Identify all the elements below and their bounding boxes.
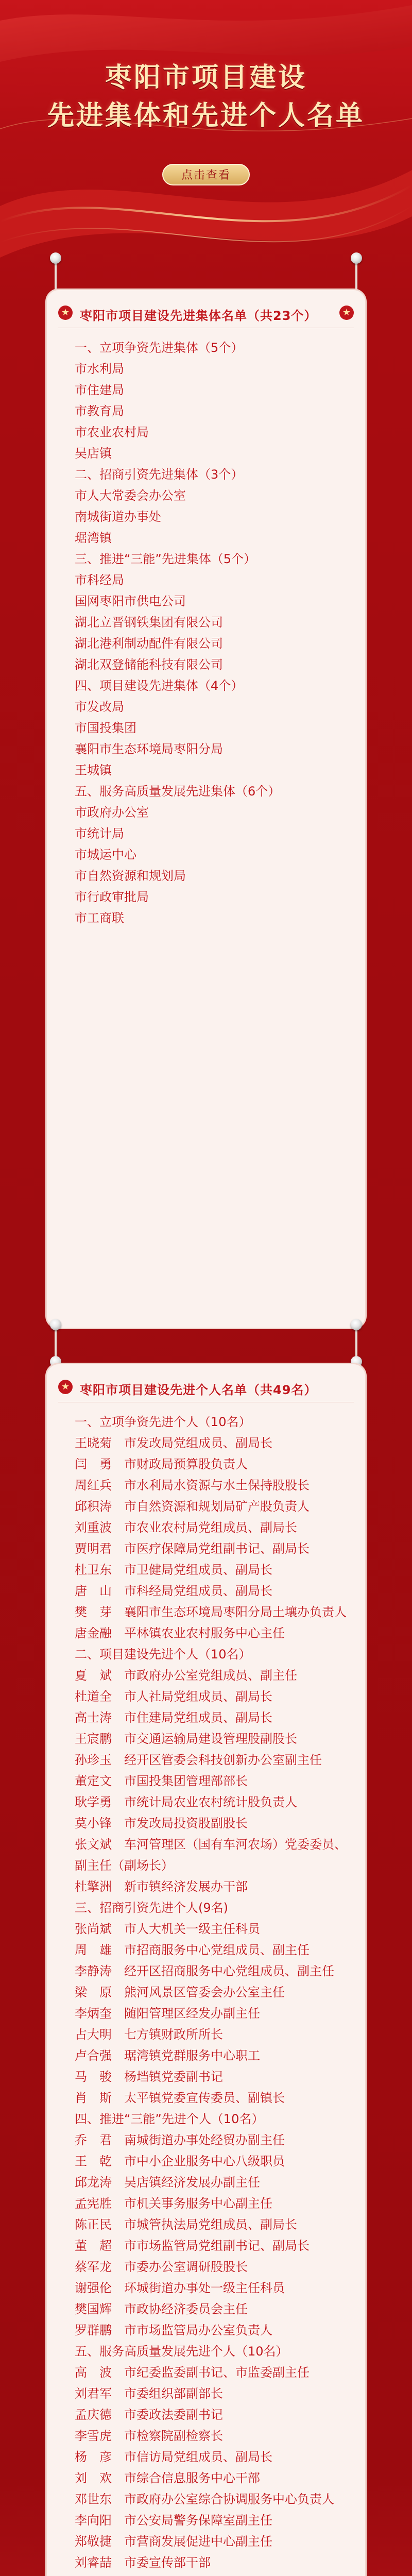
list-item: 杜道全 市人社局党组成员、副局长 — [75, 1689, 272, 1704]
list-item: 孟庆德 市委政法委副书记 — [75, 2408, 223, 2422]
list-item: 贾明君 市医疗保障局党组副书记、副局长 — [75, 1541, 310, 1556]
list-item: 市教育局 — [75, 404, 124, 418]
individual-list — [75, 1412, 353, 2573]
list-item: 邱龙涛 吴店镇经济发展办副主任 — [75, 2175, 260, 2190]
section-heading: 三、推进“三能”先进集体（5个） — [75, 552, 256, 566]
section-heading: 四、推进“三能”先进个人（10名） — [75, 2112, 264, 2126]
list-item: 孟宪胜 市机关事务服务中心副主任 — [75, 2196, 272, 2211]
list-item: 王晓菊 市发改局党组成员、副局长 — [75, 1436, 272, 1450]
card-title: 枣阳市项目建设先进个人名单（共49名） — [80, 1383, 317, 1397]
list-item: 肖 斯 太平镇党委宣传委员、副镇长 — [75, 2091, 285, 2105]
list-item: 刘重波 市农业农村局党组成员、副局长 — [75, 1520, 297, 1535]
list-item: 董定文 市国投集团管理部部长 — [75, 1774, 248, 1788]
list-item: 市农业农村局 — [75, 425, 149, 439]
list-item: 市住建局 — [75, 383, 124, 397]
list-item: 闫 勇 市财政局预算股负责人 — [75, 1457, 248, 1471]
list-item: 湖北双登储能科技有限公司 — [75, 657, 223, 672]
list-item: 市工商联 — [75, 911, 124, 925]
list-item: 杨 彦 市信访局党组成员、副局长 — [75, 2450, 272, 2464]
star-icon: ★ — [58, 1380, 73, 1394]
list-item: 张尚斌 市人大机关一级主任科员 — [75, 1922, 260, 1936]
star-icon: ★ — [339, 306, 354, 320]
list-item: 湖北港利制动配件有限公司 — [75, 636, 223, 651]
list-item: 琚湾镇 — [75, 531, 112, 545]
list-item: 王宸鹏 市交通运输局建设管理股副股长 — [75, 1732, 297, 1746]
list-item: 唐 山 市科经局党组成员、副局长 — [75, 1584, 272, 1598]
list-item: 杜擎洲 新市镇经济发展办干部 — [75, 1879, 248, 1894]
list-item: 罗群鹏 市市场监管局办公室负责人 — [75, 2323, 272, 2337]
list-item: 李静涛 经开区招商服务中心党组成员、副主任 — [75, 1964, 334, 1978]
list-item: 马 骏 杨垱镇党委副书记 — [75, 2070, 223, 2084]
list-item: 高士涛 市住建局党组成员、副局长 — [75, 1710, 272, 1725]
list-item: 蔡军龙 市委办公室调研股股长 — [75, 2260, 248, 2274]
list-item: 谢强伦 环城街道办事处一级主任科员 — [75, 2281, 285, 2295]
list-item: 乔 君 南城街道办事处经贸办副主任 — [75, 2133, 285, 2147]
collective-list-card — [45, 289, 367, 1329]
section-heading: 四、项目建设先进集体（4个） — [75, 679, 244, 693]
section-heading: 二、项目建设先进个人（10名） — [75, 1647, 251, 1662]
list-item: 湖北立晋钢铁集团有限公司 — [75, 615, 223, 630]
section-heading: 五、服务高质量发展先进个人（10名） — [75, 2344, 288, 2359]
collective-list — [75, 337, 353, 929]
list-item: 占大明 七方镇财政所所长 — [75, 2027, 223, 2042]
pin-icon — [351, 252, 362, 264]
list-item: 邱积涛 市自然资源和规划局矿产股负责人 — [75, 1499, 310, 1514]
list-item: 李雪虎 市检察院副检察长 — [75, 2429, 223, 2443]
pin-icon — [50, 252, 61, 264]
list-item: 邓世东 市政府办公室综合协调服务中心负责人 — [75, 2492, 334, 2506]
list-item: 樊 芽 襄阳市生态环境局枣阳分局土壤办负责人 — [75, 1605, 347, 1619]
list-item: 刘睿喆 市委宣传部干部 — [75, 2555, 211, 2570]
list-item: 夏 斌 市政府办公室党组成员、副主任 — [75, 1668, 297, 1683]
list-item: 梁 原 熊河风景区管委会办公室主任 — [75, 1985, 285, 1999]
list-item: 张文斌 车河管理区（国有车河农场）党委委员、副主任（副场长） — [75, 1837, 347, 1873]
card-header — [58, 303, 354, 328]
list-item: 唐金融 平林镇农业农村服务中心主任 — [75, 1626, 285, 1640]
section-heading: 三、招商引资先进个人(9名) — [75, 1901, 228, 1915]
list-item: 耿学勇 市统计局农业农村统计股负责人 — [75, 1795, 297, 1809]
list-item: 市行政审批局 — [75, 890, 149, 904]
pin-icon — [50, 1319, 61, 1330]
list-item: 国网枣阳市供电公司 — [75, 594, 186, 608]
page-title-line2: 先进集体和先进个人名单 — [47, 100, 365, 131]
list-item: 樊国辉 市政协经济委员会主任 — [75, 2302, 248, 2316]
list-item: 吴店镇 — [75, 446, 112, 461]
individual-list-card — [45, 1363, 367, 2576]
list-item: 陈正民 市城管执法局党组成员、副局长 — [75, 2217, 297, 2232]
list-item: 孙珍玉 经开区管委会科技创新办公室副主任 — [75, 1753, 322, 1767]
list-item: 南城街道办事处 — [75, 510, 161, 524]
list-item: 董 超 市市场监管局党组副书记、副局长 — [75, 2239, 310, 2253]
list-item: 市国投集团 — [75, 721, 136, 735]
list-item: 刘 欢 市综合信息服务中心干部 — [75, 2471, 260, 2485]
section-heading: 五、服务高质量发展先进集体（6个） — [75, 784, 281, 799]
list-item: 市城运中心 — [75, 848, 136, 862]
list-item: 高 波 市纪委监委副书记、市监委副主任 — [75, 2365, 310, 2380]
list-item: 莫小锋 市发改局投资股副股长 — [75, 1816, 248, 1831]
list-item: 市统计局 — [75, 826, 124, 841]
list-item: 市政府办公室 — [75, 805, 149, 820]
list-item: 市自然资源和规划局 — [75, 869, 186, 883]
list-item: 王城镇 — [75, 763, 112, 777]
list-item: 杜卫东 市卫健局党组成员、副局长 — [75, 1563, 272, 1577]
section-heading: 一、立项争资先进个人（10名） — [75, 1415, 251, 1429]
list-item: 市发改局 — [75, 700, 124, 714]
list-item: 周红兵 市水利局水资源与水土保持股股长 — [75, 1478, 310, 1493]
list-item: 李炳奎 随阳管理区经发办副主任 — [75, 2006, 260, 2021]
star-icon: ★ — [58, 306, 73, 320]
list-item: 市水利局 — [75, 362, 124, 376]
card-header — [58, 1378, 354, 1402]
list-item: 李向阳 市公安局警务保障室副主任 — [75, 2513, 272, 2528]
list-item: 王 乾 市中小企业服务中心八级职员 — [75, 2154, 285, 2168]
section-heading: 一、立项争资先进集体（5个） — [75, 341, 244, 355]
list-item: 市科经局 — [75, 573, 124, 587]
list-item: 襄阳市生态环境局枣阳分局 — [75, 742, 223, 756]
list-item: 郑敬捷 市营商发展促进中心副主任 — [75, 2534, 272, 2549]
pin-icon — [351, 1319, 362, 1330]
page-title-line1: 枣阳市项目建设 — [105, 62, 307, 93]
section-heading: 二、招商引资先进集体（3个） — [75, 467, 244, 482]
list-item: 市人大常委会办公室 — [75, 488, 186, 503]
list-item: 刘君军 市委组织部副部长 — [75, 2386, 223, 2401]
view-button[interactable]: 点击查看 — [162, 164, 250, 185]
list-item: 周 雄 市招商服务中心党组成员、副主任 — [75, 1943, 310, 1957]
card-title: 枣阳市项目建设先进集体名单（共23个） — [80, 309, 317, 323]
list-item: 卢合强 琚湾镇党群服务中心职工 — [75, 2048, 260, 2063]
